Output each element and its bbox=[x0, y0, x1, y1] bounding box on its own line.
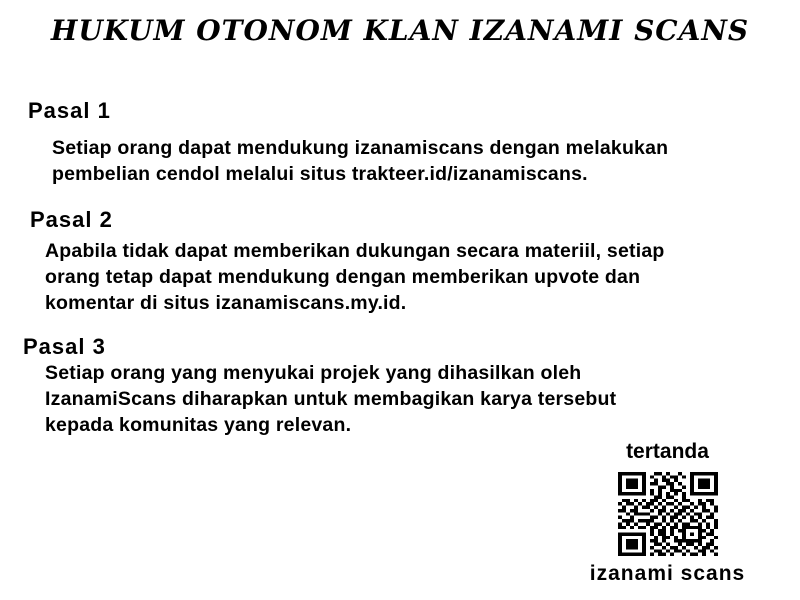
signature-block bbox=[585, 440, 750, 586]
article-2-line-3: komentar di situs izanamiscans.my.id. bbox=[45, 292, 407, 314]
page-title: HUKUM OTONOM KLAN IZANAMI SCANS bbox=[50, 14, 750, 47]
article-3-line-3: kepada komunitas yang relevan. bbox=[45, 414, 352, 436]
article-2-body bbox=[45, 238, 664, 316]
qr-code bbox=[618, 472, 718, 556]
article-1-heading: Pasal 1 bbox=[28, 98, 111, 123]
article-2-line-2: orang tetap dapat mendukung dengan memberikan upvote dan bbox=[45, 266, 641, 288]
article-2-line-1: Apabila tidak dapat memberikan dukungan secara materiil, setiap bbox=[45, 240, 665, 262]
signature-name: izanami scans bbox=[589, 562, 746, 585]
article-3-body bbox=[45, 360, 616, 438]
article-3-heading: Pasal 3 bbox=[23, 334, 106, 359]
article-1-body bbox=[52, 135, 668, 187]
article-1-line-2: pembelian cendol melalui situs trakteer.id/izanamiscans. bbox=[52, 163, 588, 185]
article-2-heading: Pasal 2 bbox=[30, 207, 113, 232]
article-3-line-2: IzanamiScans diharapkan untuk membagikan karya tersebut bbox=[45, 388, 617, 410]
article-3-line-1: Setiap orang yang menyukai projek yang dihasilkan oleh bbox=[45, 362, 582, 384]
article-1-line-1: Setiap orang dapat mendukung izanamiscans dengan melakukan bbox=[52, 137, 669, 159]
signature-label: tertanda bbox=[626, 440, 709, 463]
